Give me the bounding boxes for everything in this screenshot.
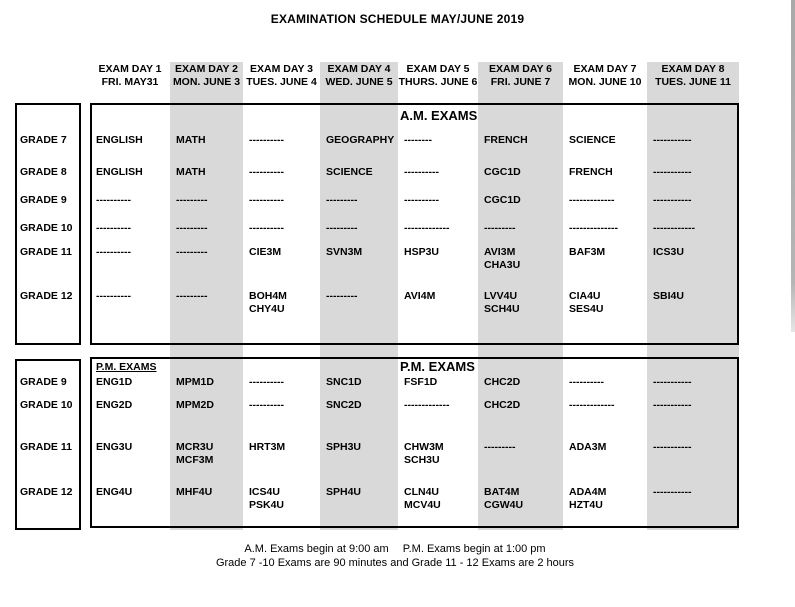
cell-line: MPM2D (176, 399, 214, 411)
cell-am-row4-day4 (326, 246, 396, 259)
cell-pm-row0-day1 (96, 376, 168, 389)
cell-line: SES4U (569, 303, 604, 315)
cell-line: ---------- (404, 166, 439, 178)
cell-am-row5-day3 (249, 290, 318, 316)
cell-line: SBI4U (653, 290, 684, 302)
cell-line: CHW3M (404, 441, 444, 453)
cell-line: CHC2D (484, 376, 521, 388)
cell-line: HRT3M (249, 441, 286, 453)
exam-day-header-5 (398, 63, 478, 89)
cell-am-row2-day7 (569, 194, 645, 207)
cell-line: --------- (176, 194, 208, 206)
cell-am-row4-day7 (569, 246, 645, 259)
cell-line: AVI3M (484, 246, 516, 258)
cell-line: ----------- (653, 486, 692, 498)
cell-line: HSP3U (404, 246, 440, 258)
am-grade-label-4: GRADE 11 (20, 246, 72, 258)
cell-line: --------- (326, 222, 358, 234)
am-start-time-note: A.M. Exams begin at 9:00 am (244, 543, 389, 555)
cell-pm-row3-day3 (249, 486, 318, 512)
exam-day-header-2 (170, 63, 243, 89)
pm-grade-label-2: GRADE 11 (20, 441, 72, 453)
cell-am-row2-day6 (484, 194, 561, 207)
cell-pm-row1-day7 (569, 399, 645, 412)
cell-line: --------- (484, 222, 516, 234)
cell-am-row3-day3 (249, 222, 318, 235)
cell-am-row4-day8 (653, 246, 737, 259)
pm-section-label: P.M. EXAMS (400, 359, 475, 374)
cell-pm-row2-day4 (326, 441, 396, 454)
cell-am-row3-day2 (176, 222, 241, 235)
cell-pm-row0-day3 (249, 376, 318, 389)
cell-line: ----------- (653, 441, 692, 453)
cell-am-row1-day1 (96, 166, 168, 179)
exam-day-header-text: EXAM DAY 3 (249, 63, 314, 75)
cell-am-row0-day6 (484, 134, 561, 147)
pm-grade-label-1: GRADE 10 (20, 399, 73, 411)
exam-day-header-4 (320, 63, 398, 89)
cell-pm-row1-day1 (96, 399, 168, 412)
pm-grade-label-0: GRADE 9 (20, 376, 67, 388)
cell-line: CIE3M (249, 246, 282, 258)
cell-line: ---------- (249, 376, 284, 388)
cell-line: ----------- (653, 194, 692, 206)
cell-am-row3-day4 (326, 222, 396, 235)
cell-am-row0-day4 (326, 134, 396, 147)
cell-pm-row2-day1 (96, 441, 168, 454)
cell-line: --------- (484, 441, 516, 453)
cell-am-row1-day3 (249, 166, 318, 179)
cell-pm-row1-day4 (326, 399, 396, 412)
exam-day-header-text: EXAM DAY 2 (174, 63, 239, 75)
cell-line: ENGLISH (96, 134, 143, 146)
cell-line: ENG1D (96, 376, 133, 388)
cell-am-row4-day2 (176, 246, 241, 259)
cell-line: HZT4U (569, 499, 603, 511)
exam-day-header-7 (563, 63, 647, 89)
exam-day-header-text: EXAM DAY 8 (661, 63, 725, 75)
cell-am-row2-day2 (176, 194, 241, 207)
cell-pm-row2-day5 (404, 441, 476, 467)
cell-pm-row3-day6 (484, 486, 561, 512)
cell-line: ICS3U (653, 246, 684, 258)
cell-pm-row1-day3 (249, 399, 318, 412)
cell-am-row3-day8 (653, 222, 737, 235)
cell-pm-row0-day5 (404, 376, 476, 389)
cell-line: --------- (176, 290, 208, 302)
exam-day-header-text: WED. JUNE 5 (325, 76, 393, 88)
cell-pm-row1-day6 (484, 399, 561, 412)
cell-am-row0-day5 (404, 134, 476, 147)
cell-line: ------------- (404, 222, 450, 234)
cell-line: --------- (326, 290, 358, 302)
cell-line: SCIENCE (326, 166, 373, 178)
cell-line: ---------- (249, 399, 284, 411)
cell-line: ---------- (249, 222, 284, 234)
cell-am-row0-day7 (569, 134, 645, 147)
cell-line: AVI4M (404, 290, 436, 302)
cell-line: CHY4U (249, 303, 285, 315)
cell-pm-row2-day3 (249, 441, 318, 454)
cell-am-row1-day2 (176, 166, 241, 179)
cell-pm-row0-day4 (326, 376, 396, 389)
cell-line: --------- (326, 194, 358, 206)
cell-am-row0-day8 (653, 134, 737, 147)
cell-pm-row1-day5 (404, 399, 476, 412)
am-grade-label-1: GRADE 8 (20, 166, 67, 178)
cell-line: SNC1D (326, 376, 362, 388)
cell-line: -------- (404, 134, 432, 146)
cell-line: FSF1D (404, 376, 438, 388)
cell-line: ---------- (569, 376, 604, 388)
cell-am-row4-day5 (404, 246, 476, 259)
cell-line: ----------- (653, 399, 692, 411)
cell-line: --------- (176, 222, 208, 234)
cell-line: ------------- (569, 399, 615, 411)
cell-am-row1-day6 (484, 166, 561, 179)
cell-line: ENG4U (96, 486, 133, 498)
exam-day-header-text: FRI. MAY31 (101, 76, 159, 88)
cell-line: LVV4U (484, 290, 518, 302)
cell-pm-row3-day7 (569, 486, 645, 512)
cell-am-row5-day2 (176, 290, 241, 303)
cell-am-row2-day5 (404, 194, 476, 207)
cell-line: --------- (176, 246, 208, 258)
exam-day-header-text: MON. JUNE 10 (568, 76, 642, 88)
cell-line: SPH4U (326, 486, 362, 498)
am-grade-label-3: GRADE 10 (20, 222, 73, 234)
am-grade-label-5: GRADE 12 (20, 290, 73, 302)
cell-line: SCIENCE (569, 134, 616, 146)
cell-am-row4-day3 (249, 246, 318, 259)
cell-pm-row2-day2 (176, 441, 241, 467)
exam-day-header-text: MON. JUNE 3 (172, 76, 241, 88)
cell-line: MCF3M (176, 454, 214, 466)
right-edge-shadow (791, 0, 795, 332)
exam-day-header-3 (243, 63, 320, 89)
cell-line: ---------- (96, 222, 131, 234)
cell-line: ---------- (249, 194, 284, 206)
cell-line: -------------- (569, 222, 618, 234)
cell-am-row2-day3 (249, 194, 318, 207)
cell-line: ---------- (96, 194, 131, 206)
cell-line: CHC2D (484, 399, 521, 411)
cell-pm-row2-day8 (653, 441, 737, 454)
cell-am-row2-day1 (96, 194, 168, 207)
cell-line: MATH (176, 134, 206, 146)
cell-line: ENG2D (96, 399, 133, 411)
pm-start-time-note: P.M. Exams begin at 1:00 pm (402, 543, 546, 555)
cell-line: MATH (176, 166, 206, 178)
cell-pm-row0-day8 (653, 376, 737, 389)
exam-day-header-text: TUES. JUNE 11 (655, 76, 731, 88)
cell-am-row1-day4 (326, 166, 396, 179)
cell-line: CLN4U (404, 486, 440, 498)
cell-line: ---------- (96, 290, 131, 302)
exam-day-header-text: TUES. JUNE 4 (246, 76, 317, 88)
cell-line: ENG3U (96, 441, 133, 453)
exam-day-header-text: FRI. JUNE 7 (490, 76, 551, 88)
cell-pm-row3-day8 (653, 486, 737, 499)
cell-line: FRENCH (484, 134, 528, 146)
cell-am-row1-day7 (569, 166, 645, 179)
cell-pm-row0-day7 (569, 376, 645, 389)
cell-line: ADA4M (569, 486, 607, 498)
footer-duration-note: Grade 7 -10 Exams are 90 minutes and Grade 11 - 12 Exams are 2 hours (215, 557, 575, 569)
am-section-label: A.M. EXAMS (400, 108, 478, 123)
cell-line: ------------- (569, 194, 615, 206)
page-title: EXAMINATION SCHEDULE MAY/JUNE 2019 (270, 12, 525, 26)
cell-line: ADA3M (569, 441, 607, 453)
exam-day-header-1 (90, 63, 170, 89)
cell-am-row3-day1 (96, 222, 168, 235)
cell-am-row3-day6 (484, 222, 561, 235)
cell-am-row0-day3 (249, 134, 318, 147)
exam-day-header-6 (478, 63, 563, 89)
cell-line: FRENCH (569, 166, 613, 178)
pm-corner-label: P.M. EXAMS (96, 361, 157, 373)
cell-am-row0-day1 (96, 134, 168, 147)
cell-line: ----------- (653, 166, 692, 178)
am-grade-label-0: GRADE 7 (20, 134, 67, 146)
cell-am-row5-day6 (484, 290, 561, 316)
am-grade-label-2: GRADE 9 (20, 194, 67, 206)
exam-day-header-text: EXAM DAY 4 (327, 63, 391, 75)
cell-line: CGC1D (484, 194, 521, 206)
cell-am-row4-day1 (96, 246, 168, 259)
cell-am-row1-day5 (404, 166, 476, 179)
cell-am-row1-day8 (653, 166, 737, 179)
cell-am-row5-day8 (653, 290, 737, 303)
cell-am-row2-day8 (653, 194, 737, 207)
cell-line: CGW4U (484, 499, 524, 511)
cell-line: ----------- (653, 134, 692, 146)
cell-am-row2-day4 (326, 194, 396, 207)
pm-grade-label-3: GRADE 12 (20, 486, 73, 498)
footer-times-note (0, 542, 790, 556)
cell-am-row3-day5 (404, 222, 476, 235)
cell-line: SPH3U (326, 441, 362, 453)
exam-day-header-text: THURS. JUNE 6 (398, 76, 478, 88)
exam-day-header-text: EXAM DAY 7 (573, 63, 637, 75)
cell-line: CIA4U (569, 290, 601, 302)
cell-line: SNC2D (326, 399, 362, 411)
cell-line: MPM1D (176, 376, 214, 388)
cell-line: ---------- (96, 246, 131, 258)
cell-pm-row2-day7 (569, 441, 645, 454)
cell-line: MHF4U (176, 486, 213, 498)
cell-pm-row1-day8 (653, 399, 737, 412)
cell-line: CHA3U (484, 259, 521, 271)
cell-am-row3-day7 (569, 222, 645, 235)
cell-line: SCH3U (404, 454, 440, 466)
cell-am-row0-day2 (176, 134, 241, 147)
cell-line: BOH4M (249, 290, 287, 302)
cell-line: BAT4M (484, 486, 520, 498)
cell-pm-row0-day6 (484, 376, 561, 389)
cell-line: GEOGRAPHY (326, 134, 395, 146)
cell-line: ------------- (404, 399, 450, 411)
cell-pm-row3-day4 (326, 486, 396, 499)
cell-line: PSK4U (249, 499, 285, 511)
cell-pm-row3-day2 (176, 486, 241, 499)
cell-line: ICS4U (249, 486, 280, 498)
cell-line: ----------- (653, 376, 692, 388)
cell-line: CGC1D (484, 166, 521, 178)
cell-am-row5-day5 (404, 290, 476, 303)
cell-line: ---------- (249, 134, 284, 146)
cell-line: BAF3M (569, 246, 606, 258)
cell-line: ENGLISH (96, 166, 143, 178)
cell-line: ---------- (404, 194, 439, 206)
cell-am-row5-day1 (96, 290, 168, 303)
cell-line: ---------- (249, 166, 284, 178)
exam-day-header-text: EXAM DAY 5 (406, 63, 470, 75)
cell-pm-row3-day1 (96, 486, 168, 499)
cell-pm-row3-day5 (404, 486, 476, 512)
cell-line: SCH4U (484, 303, 520, 315)
cell-am-row5-day4 (326, 290, 396, 303)
exam-day-header-8 (647, 63, 739, 89)
exam-day-header-text: EXAM DAY 1 (98, 63, 162, 75)
cell-pm-row2-day6 (484, 441, 561, 454)
cell-am-row5-day7 (569, 290, 645, 316)
cell-pm-row0-day2 (176, 376, 241, 389)
cell-pm-row1-day2 (176, 399, 241, 412)
cell-line: ------------ (653, 222, 695, 234)
cell-line: MCR3U (176, 441, 214, 453)
cell-am-row4-day6 (484, 246, 561, 272)
exam-day-header-text: EXAM DAY 6 (488, 63, 553, 75)
cell-line: SVN3M (326, 246, 363, 258)
cell-line: MCV4U (404, 499, 441, 511)
